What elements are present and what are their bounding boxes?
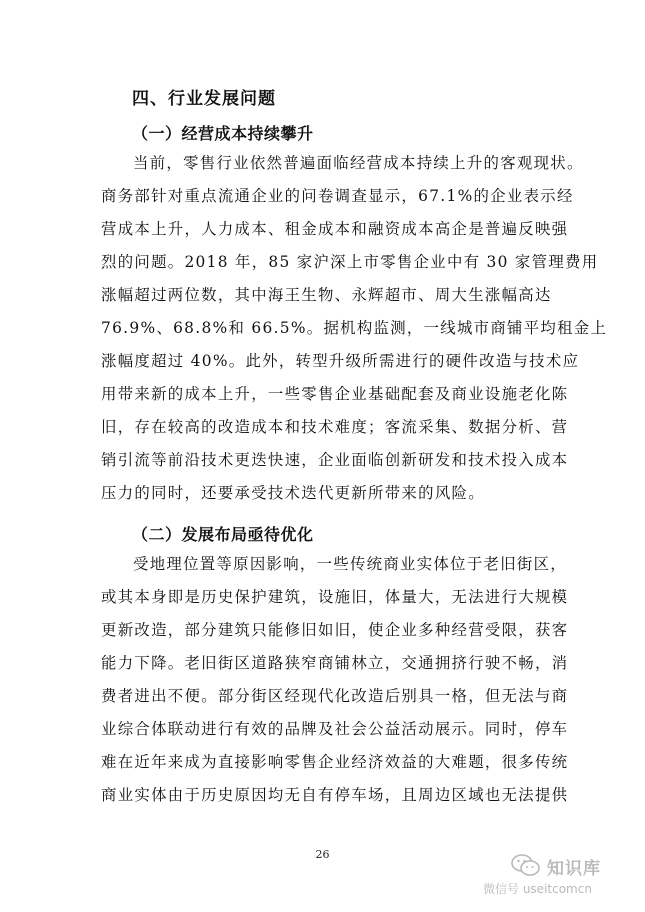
page-number: 26: [315, 848, 330, 861]
paragraph-line: 受地理位置等原因影响，一些传统商业实体位于老旧街区，: [133, 555, 567, 573]
watermark-name: 知识库: [547, 859, 601, 879]
paragraph-line: 涨幅超过两位数，其中海王生物、永辉超市、周大生涨幅高达: [101, 286, 552, 304]
paragraph-line: 当前，零售行业依然普遍面临经营成本持续上升的客观现状。: [133, 154, 584, 172]
paragraph-line: 用带来新的成本上升，一些零售企业基础配套及商业设施老化陈: [101, 385, 569, 403]
paragraph-line: 压力的同时，还要承受技术迭代更新所带来的风险。: [101, 484, 485, 502]
paragraph-line: 难在近年来成为直接影响零售企业经济效益的大难题，很多传统: [101, 753, 569, 771]
subsection-1-heading: （一）经营成本持续攀升: [132, 124, 314, 143]
paragraph-line: 或其本身即是历史保护建筑，设施旧，体量大，无法进行大规模: [101, 588, 569, 606]
paragraph-line: 商业实体由于历史原因均无自有停车场，且周边区域也无法提供: [101, 786, 569, 804]
subsection-2-heading: （二）发展布局亟待优化: [132, 525, 314, 544]
paragraph-line: 76.9%、68.8%和 66.5%。据机构监测，一线城市商铺平均租金上: [101, 319, 608, 337]
paragraph-line: 旧，存在较高的改造成本和技术难度；客流采集、数据分析、营: [101, 418, 569, 436]
watermark: [475, 850, 625, 900]
paragraph-line: 业综合体联动进行有效的品牌及社会公益活动展示。同时，停车: [101, 720, 569, 738]
paragraph-line: 涨幅度超过 40%。此外，转型升级所需进行的硬件改造与技术应: [101, 352, 580, 370]
section-heading: 四、行业发展问题: [132, 89, 276, 109]
paragraph-line: 更新改造，部分建筑只能修旧如旧，使企业多种经营受限，获客: [101, 621, 569, 639]
paragraph-line: 商务部针对重点流通企业的问卷调查显示，67.1%的企业表示经: [101, 187, 574, 205]
paragraph-line: 营成本上升，人力成本、租金成本和融资成本高企是普遍反映强: [101, 220, 569, 238]
paragraph-line: 销引流等前沿技术更迭快速，企业面临创新研发和技术投入成本: [101, 451, 569, 469]
wechat-icon: [511, 854, 541, 876]
watermark-account: 微信号 useitcomcn: [483, 882, 592, 896]
paragraph-line: 烈的问题。2018 年，85 家沪深上市零售企业中有 30 家管理费用: [101, 253, 599, 271]
paragraph-line: 费者进出不便。部分街区经现代化改造后别具一格，但无法与商: [101, 687, 569, 705]
paragraph-line: 能力下降。老旧街区道路狭窄商铺林立，交通拥挤行驶不畅，消: [101, 654, 569, 672]
